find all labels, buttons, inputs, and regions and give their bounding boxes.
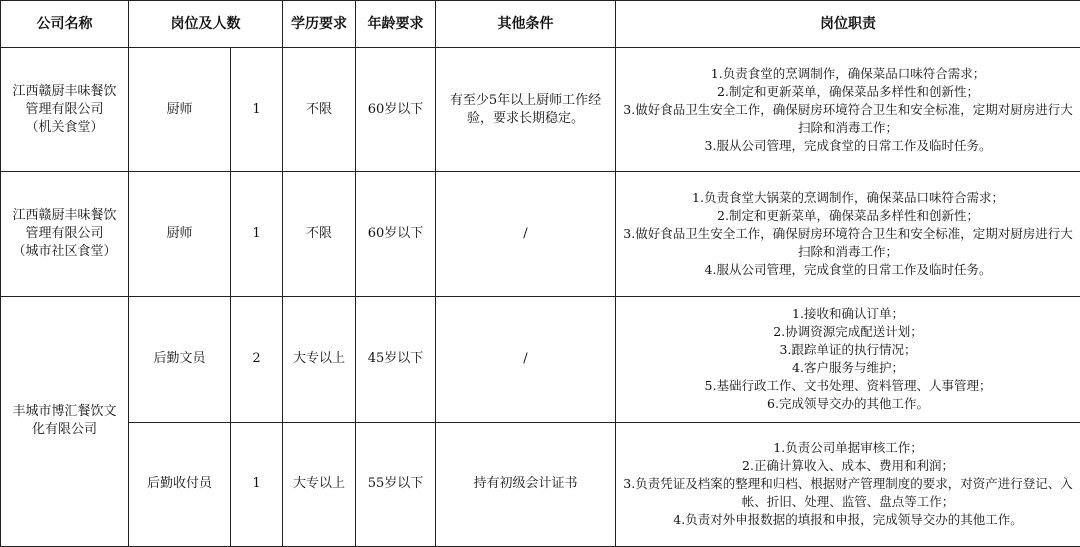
duty-line: 3.做好食品卫生安全工作，确保厨房环境符合卫生和安全标准，定期对厨房进行大扫除和消毒工作； xyxy=(623,225,1073,259)
duty-line: 2.正确计算收入、成本、费用和利润； xyxy=(742,458,954,474)
position-cell: 后勤文员 xyxy=(129,296,231,422)
education-cell: 大专以上 xyxy=(283,296,356,422)
count-cell: 1 xyxy=(231,172,283,296)
duty-line: 4.客户服务与维护； xyxy=(792,360,904,376)
header-age: 年龄要求 xyxy=(356,1,436,48)
education-cell: 不限 xyxy=(283,172,356,296)
company-line: （城市社区食堂） xyxy=(12,243,117,259)
duties-cell xyxy=(616,48,1080,172)
position-cell: 厨师 xyxy=(129,172,231,296)
other-cell: 持有初级会计证书 xyxy=(436,422,616,546)
duties-cell xyxy=(616,422,1080,546)
company-line: 丰城市博汇餐饮文 xyxy=(12,404,117,420)
duty-line: 6.完成领导交办的其他工作。 xyxy=(767,396,929,412)
education-cell: 不限 xyxy=(283,48,356,172)
other-cell: / xyxy=(436,172,616,296)
duty-line: 5.基础行政工作、文书处理、资料管理、人事管理； xyxy=(704,378,992,394)
header-row xyxy=(1,1,1080,48)
duty-line: 3.负责凭证及档案的整理和归档、根据财产管理制度的要求，对资产进行登记、入帐、折旧、处理、监管、盘点等工作； xyxy=(623,476,1073,510)
duty-line: 3.跟踪单证的执行情况； xyxy=(779,342,917,358)
duty-line: 2.协调资源完成配送计划； xyxy=(773,324,923,340)
company-line: （机关食堂） xyxy=(25,119,104,135)
duties-cell xyxy=(616,296,1080,422)
table-row xyxy=(1,48,1080,172)
company-line: 管理有限公司 xyxy=(25,101,104,117)
company-line: 化有限公司 xyxy=(31,422,97,438)
header-position-count: 岗位及人数 xyxy=(129,1,283,48)
other-cell: / xyxy=(436,296,616,422)
count-cell: 2 xyxy=(231,296,283,422)
company-cell xyxy=(1,296,129,546)
duty-line: 3.做好食品卫生安全工作，确保厨房环境符合卫生和安全标准，定期对厨房进行大扫除和消毒工作； xyxy=(623,101,1073,135)
duty-line: 1.负责食堂大锅菜的烹调制作，确保菜品口味符合需求； xyxy=(692,189,1004,205)
age-cell: 45岁以下 xyxy=(356,296,436,422)
duty-line: 1.负责公司单据审核工作； xyxy=(773,440,923,456)
duty-line: 4.负责对外申报数据的填报和申报，完成领导交办的其他工作。 xyxy=(673,512,1023,528)
other-cell: 有至少5年以上厨师工作经验，要求长期稳定。 xyxy=(436,48,616,172)
header-education: 学历要求 xyxy=(283,1,356,48)
age-cell: 55岁以下 xyxy=(356,422,436,546)
header-company: 公司名称 xyxy=(1,1,129,48)
education-cell: 大专以上 xyxy=(283,422,356,546)
duty-line: 4.服从公司管理，完成食堂的日常工作及临时任务。 xyxy=(704,261,992,277)
company-cell xyxy=(1,172,129,296)
age-cell: 60岁以下 xyxy=(356,48,436,172)
table-row xyxy=(1,172,1080,296)
table-row xyxy=(1,296,1080,422)
position-cell: 后勤收付员 xyxy=(129,422,231,546)
company-line: 江西赣厨丰味餐饮 xyxy=(12,83,117,99)
duty-line: 2.制定和更新菜单，确保菜品多样性和创新性； xyxy=(717,83,979,99)
duty-line: 3.服从公司管理，完成食堂的日常工作及临时任务。 xyxy=(704,137,992,153)
count-cell: 1 xyxy=(231,48,283,172)
company-line: 管理有限公司 xyxy=(25,225,104,241)
header-duties: 岗位职责 xyxy=(616,1,1080,48)
table-row xyxy=(1,422,1080,546)
count-cell: 1 xyxy=(231,422,283,546)
header-other: 其他条件 xyxy=(436,1,616,48)
company-cell xyxy=(1,48,129,172)
company-line: 江西赣厨丰味餐饮 xyxy=(12,207,117,223)
position-cell: 厨师 xyxy=(129,48,231,172)
duty-line: 1.负责食堂的烹调制作，确保菜品口味符合需求； xyxy=(710,65,986,81)
duty-line: 2.制定和更新菜单，确保菜品多样性和创新性； xyxy=(717,207,979,223)
age-cell: 60岁以下 xyxy=(356,172,436,296)
duty-line: 1.接收和确认订单； xyxy=(792,306,904,322)
duties-cell xyxy=(616,172,1080,296)
